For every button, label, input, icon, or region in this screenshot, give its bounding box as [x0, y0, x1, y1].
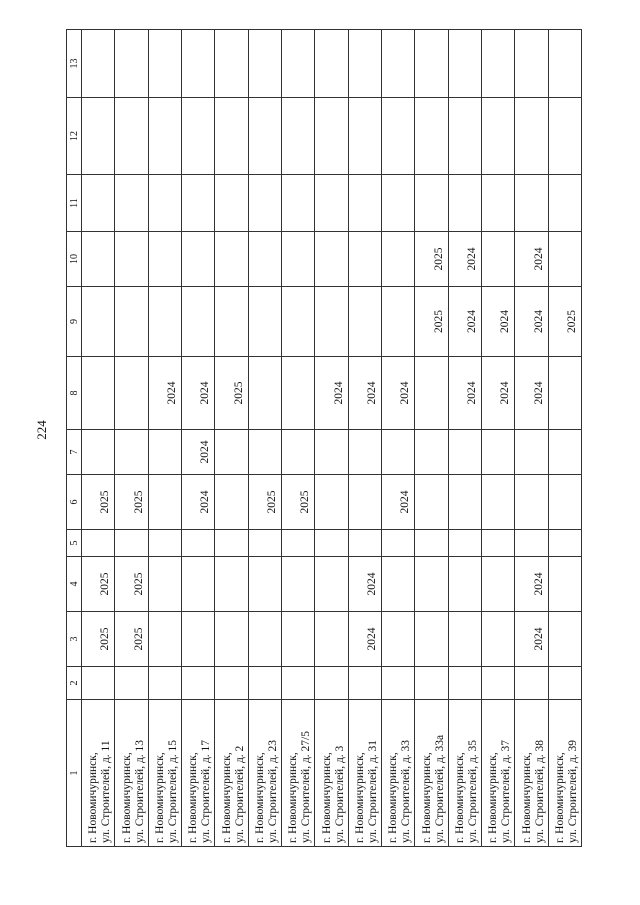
data-table	[66, 29, 582, 847]
year-cell: 2025	[115, 475, 148, 530]
year-cell	[381, 667, 414, 700]
year-cell	[281, 612, 314, 667]
year-cell	[148, 612, 181, 667]
year-cell: 2025	[415, 232, 448, 287]
year-cell	[281, 232, 314, 287]
address-cell	[515, 700, 548, 847]
address-line: г. Новомичуринск,	[453, 752, 466, 843]
table-row	[481, 30, 514, 847]
table-row	[248, 30, 281, 847]
year-cell	[415, 357, 448, 430]
table-row	[281, 30, 314, 847]
year-cell	[148, 667, 181, 700]
address-cell	[281, 700, 314, 847]
year-cell	[215, 98, 248, 175]
year-cell: 2024	[148, 357, 181, 430]
year-cell	[381, 430, 414, 475]
year-cell	[215, 232, 248, 287]
year-cell	[548, 98, 581, 175]
year-cell	[82, 30, 115, 98]
table-row	[215, 30, 248, 847]
year-cell	[248, 430, 281, 475]
year-cell	[481, 30, 514, 98]
table-row	[448, 30, 481, 847]
column-header: 13	[67, 30, 82, 98]
year-cell	[82, 98, 115, 175]
year-cell	[248, 98, 281, 175]
year-cell: 2024	[181, 475, 214, 530]
address-cell	[181, 700, 214, 847]
year-cell	[348, 232, 381, 287]
address-line: г. Новомичуринск,	[387, 752, 400, 843]
address-line: г. Новомичуринск,	[520, 752, 533, 843]
column-header: 4	[67, 557, 82, 612]
year-cell	[481, 612, 514, 667]
year-cell	[82, 530, 115, 557]
address-line: ул. Строителей, д. 23	[266, 739, 279, 843]
address-cell	[82, 700, 115, 847]
year-cell: 2025	[115, 612, 148, 667]
year-cell: 2025	[248, 475, 281, 530]
address-line: ул. Строителей, д. 38	[533, 739, 546, 843]
year-cell	[481, 530, 514, 557]
address-line: г. Новомичуринск,	[87, 752, 100, 843]
year-cell	[82, 232, 115, 287]
year-cell: 2024	[348, 357, 381, 430]
year-cell	[148, 175, 181, 232]
year-cell	[148, 557, 181, 612]
year-cell	[181, 175, 214, 232]
year-cell: 2024	[515, 357, 548, 430]
year-cell	[281, 557, 314, 612]
year-cell	[348, 430, 381, 475]
column-header: 12	[67, 98, 82, 175]
table-row	[348, 30, 381, 847]
year-cell	[481, 98, 514, 175]
year-cell	[115, 530, 148, 557]
year-cell	[381, 287, 414, 357]
address-line: г. Новомичуринск,	[120, 752, 133, 843]
year-cell	[315, 30, 348, 98]
address-line: г. Новомичуринск,	[220, 752, 233, 843]
year-cell	[82, 430, 115, 475]
year-cell	[315, 98, 348, 175]
year-cell	[415, 175, 448, 232]
year-cell	[215, 175, 248, 232]
year-cell	[515, 530, 548, 557]
column-header: 5	[67, 530, 82, 557]
column-header: 11	[67, 175, 82, 232]
year-cell	[181, 232, 214, 287]
year-cell: 2025	[82, 557, 115, 612]
year-cell: 2024	[515, 612, 548, 667]
year-cell	[115, 98, 148, 175]
year-cell: 2024	[448, 287, 481, 357]
year-cell	[181, 30, 214, 98]
table-row	[315, 30, 348, 847]
year-cell	[348, 175, 381, 232]
year-cell	[548, 557, 581, 612]
year-cell	[148, 232, 181, 287]
address-line: г. Новомичуринск,	[554, 752, 566, 843]
year-cell	[381, 30, 414, 98]
year-cell	[215, 430, 248, 475]
year-cell	[115, 287, 148, 357]
year-cell	[148, 430, 181, 475]
year-cell: 2025	[82, 475, 115, 530]
address-line: ул. Строителей, д. 39	[567, 739, 579, 843]
year-cell	[281, 667, 314, 700]
year-cell	[348, 475, 381, 530]
year-cell	[415, 475, 448, 530]
address-cell	[315, 700, 348, 847]
year-cell	[381, 530, 414, 557]
year-cell	[148, 30, 181, 98]
address-cell	[248, 700, 281, 847]
address-cell	[115, 700, 148, 847]
address-line: ул. Строителей, д. 31	[366, 739, 379, 843]
year-cell	[481, 430, 514, 475]
year-cell	[448, 667, 481, 700]
year-cell	[248, 175, 281, 232]
address-line: г. Новомичуринск,	[287, 752, 300, 843]
year-cell	[381, 175, 414, 232]
year-cell: 2024	[515, 232, 548, 287]
year-cell	[415, 430, 448, 475]
year-cell	[215, 287, 248, 357]
year-cell	[248, 30, 281, 98]
address-line: ул. Строителей, д. 15	[166, 739, 179, 843]
address-cell	[481, 700, 514, 847]
year-cell	[148, 287, 181, 357]
year-cell: 2024	[515, 287, 548, 357]
year-cell	[481, 232, 514, 287]
year-cell	[215, 667, 248, 700]
year-cell	[381, 98, 414, 175]
address-line: г. Новомичуринск,	[187, 752, 200, 843]
year-cell	[415, 612, 448, 667]
address-line: ул. Строителей, д. 33	[400, 739, 413, 843]
year-cell	[481, 557, 514, 612]
year-cell	[281, 98, 314, 175]
year-cell	[148, 530, 181, 557]
year-cell	[115, 667, 148, 700]
year-cell	[448, 557, 481, 612]
year-cell	[181, 98, 214, 175]
year-cell	[548, 475, 581, 530]
table-row	[82, 30, 115, 847]
year-cell	[148, 98, 181, 175]
year-cell	[181, 557, 214, 612]
year-cell	[181, 667, 214, 700]
year-cell	[281, 357, 314, 430]
year-cell	[448, 475, 481, 530]
year-cell	[148, 475, 181, 530]
address-cell	[148, 700, 181, 847]
year-cell	[315, 232, 348, 287]
address-line: ул. Строителей, д. 13	[133, 739, 146, 843]
year-cell	[115, 232, 148, 287]
year-cell	[448, 98, 481, 175]
year-cell: 2024	[481, 357, 514, 430]
address-cell	[448, 700, 481, 847]
year-cell	[415, 98, 448, 175]
year-cell	[381, 612, 414, 667]
year-cell	[82, 357, 115, 430]
address-line: ул. Строителей, д. 33а	[433, 734, 446, 843]
year-cell	[348, 98, 381, 175]
address-cell	[215, 700, 248, 847]
year-cell	[215, 557, 248, 612]
year-cell	[515, 30, 548, 98]
table-row	[148, 30, 181, 847]
year-cell	[548, 667, 581, 700]
column-header: 10	[67, 232, 82, 287]
address-cell	[348, 700, 381, 847]
column-header: 6	[67, 475, 82, 530]
address-line: г. Новомичуринск,	[487, 752, 500, 843]
header-row	[67, 30, 82, 847]
table-row	[548, 30, 581, 847]
year-cell	[448, 30, 481, 98]
year-cell	[348, 667, 381, 700]
year-cell	[115, 30, 148, 98]
address-line: ул. Строителей, д. 17	[200, 739, 213, 843]
year-cell	[515, 98, 548, 175]
year-cell	[448, 530, 481, 557]
column-header: 9	[67, 287, 82, 357]
address-line: г. Новомичуринск,	[320, 752, 333, 843]
column-header: 1	[67, 700, 82, 847]
year-cell	[315, 612, 348, 667]
year-cell: 2024	[181, 430, 214, 475]
address-line: ул. Строителей, д. 37	[500, 739, 513, 843]
year-cell	[415, 557, 448, 612]
year-cell: 2025	[215, 357, 248, 430]
address-cell	[548, 700, 581, 847]
year-cell	[381, 232, 414, 287]
year-cell	[515, 430, 548, 475]
year-cell	[82, 287, 115, 357]
table-wrapper	[66, 30, 582, 847]
year-cell	[115, 175, 148, 232]
year-cell: 2025	[82, 612, 115, 667]
year-cell	[548, 357, 581, 430]
year-cell	[515, 667, 548, 700]
year-cell	[315, 175, 348, 232]
column-header: 2	[67, 667, 82, 700]
table-row	[515, 30, 548, 847]
table-row	[115, 30, 148, 847]
year-cell	[315, 557, 348, 612]
address-line: ул. Строителей, д. 3	[333, 745, 346, 843]
year-cell	[315, 287, 348, 357]
year-cell: 2024	[315, 357, 348, 430]
year-cell	[248, 557, 281, 612]
year-cell: 2025	[548, 287, 581, 357]
year-cell	[181, 287, 214, 357]
year-cell	[548, 530, 581, 557]
year-cell	[548, 232, 581, 287]
address-line: г. Новомичуринск,	[253, 752, 266, 843]
year-cell	[215, 30, 248, 98]
table-row	[181, 30, 214, 847]
page-number: 224	[34, 420, 49, 440]
year-cell	[215, 612, 248, 667]
rotated-table-container	[66, 30, 582, 847]
year-cell	[248, 357, 281, 430]
address-line: ул. Строителей, д. 27/5	[300, 731, 313, 843]
address-line: г. Новомичуринск,	[153, 752, 166, 843]
year-cell	[181, 612, 214, 667]
year-cell	[115, 357, 148, 430]
year-cell	[315, 667, 348, 700]
year-cell	[215, 530, 248, 557]
year-cell	[515, 475, 548, 530]
year-cell	[181, 530, 214, 557]
year-cell	[248, 667, 281, 700]
address-line: г. Новомичуринск,	[420, 752, 433, 843]
column-header: 8	[67, 357, 82, 430]
year-cell	[548, 430, 581, 475]
address-line: ул. Строителей, д. 11	[100, 740, 113, 843]
year-cell	[248, 612, 281, 667]
year-cell	[481, 175, 514, 232]
address-cell	[381, 700, 414, 847]
year-cell	[448, 612, 481, 667]
year-cell	[415, 667, 448, 700]
year-cell	[548, 30, 581, 98]
table-row	[381, 30, 414, 847]
year-cell: 2025	[415, 287, 448, 357]
address-line: ул. Строителей, д. 35	[466, 739, 479, 843]
year-cell	[348, 30, 381, 98]
year-cell: 2024	[448, 357, 481, 430]
year-cell: 2024	[348, 612, 381, 667]
year-cell	[548, 175, 581, 232]
table-body	[82, 30, 582, 847]
column-header: 7	[67, 430, 82, 475]
year-cell	[481, 667, 514, 700]
year-cell: 2024	[448, 232, 481, 287]
year-cell	[281, 175, 314, 232]
year-cell	[448, 175, 481, 232]
year-cell	[348, 287, 381, 357]
year-cell: 2025	[115, 557, 148, 612]
year-cell: 2024	[348, 557, 381, 612]
column-header: 3	[67, 612, 82, 667]
year-cell	[448, 430, 481, 475]
year-cell	[82, 175, 115, 232]
year-cell	[348, 530, 381, 557]
year-cell	[248, 232, 281, 287]
year-cell	[115, 430, 148, 475]
year-cell	[315, 530, 348, 557]
year-cell	[481, 475, 514, 530]
year-cell: 2024	[481, 287, 514, 357]
year-cell	[215, 475, 248, 530]
year-cell	[315, 475, 348, 530]
year-cell: 2024	[515, 557, 548, 612]
year-cell	[248, 287, 281, 357]
year-cell	[82, 667, 115, 700]
year-cell	[281, 430, 314, 475]
year-cell: 2024	[381, 475, 414, 530]
year-cell	[281, 287, 314, 357]
year-cell: 2024	[381, 357, 414, 430]
year-cell	[415, 530, 448, 557]
address-line: ул. Строителей, д. 2	[233, 745, 246, 843]
year-cell	[515, 175, 548, 232]
year-cell	[281, 30, 314, 98]
year-cell	[281, 530, 314, 557]
year-cell	[248, 530, 281, 557]
year-cell	[315, 430, 348, 475]
year-cell	[381, 557, 414, 612]
address-cell	[415, 700, 448, 847]
year-cell: 2024	[181, 357, 214, 430]
address-line: г. Новомичуринск,	[353, 752, 366, 843]
year-cell	[415, 30, 448, 98]
table-row	[415, 30, 448, 847]
year-cell: 2025	[281, 475, 314, 530]
year-cell	[548, 612, 581, 667]
